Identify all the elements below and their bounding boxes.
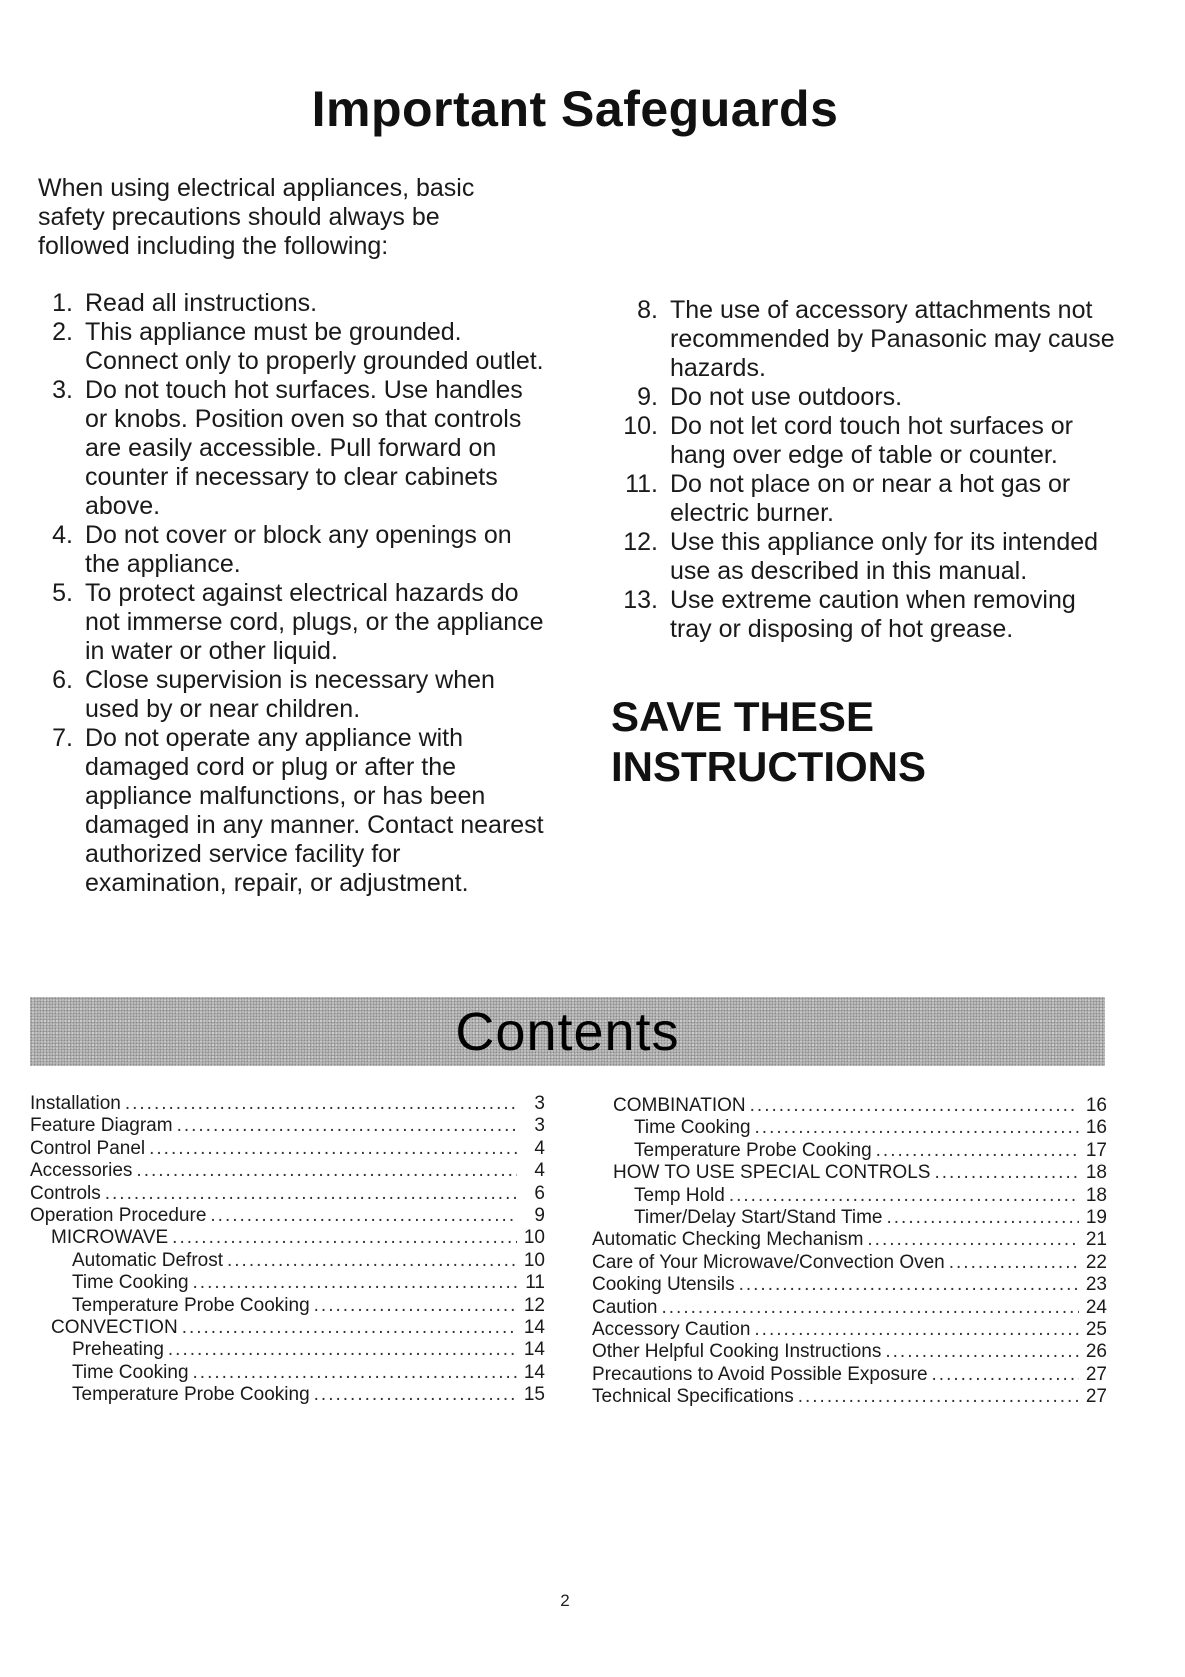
toc-entry-page: 18 [1085, 1162, 1107, 1184]
toc-entry-page: 15 [523, 1384, 545, 1406]
toc-leader-dots [876, 1140, 1079, 1162]
toc-entry-label: Operation Procedure [30, 1205, 207, 1227]
safeguard-text: Use extreme caution when removing tray or disposing of hot grease. [670, 586, 1076, 643]
toc-entry-page: 25 [1085, 1319, 1107, 1341]
safeguard-number: 8. [637, 296, 658, 324]
toc-leader-dots [136, 1160, 517, 1182]
safeguards-list-left [48, 289, 548, 898]
safeguard-text: Do not cover or block any openings on the appliance. [85, 521, 512, 578]
toc-entry-label: Precautions to Avoid Possible Exposure [592, 1363, 928, 1385]
toc-entry [30, 1138, 545, 1160]
toc-entry [592, 1162, 1107, 1184]
safeguard-item [48, 289, 548, 318]
toc-entry [592, 1341, 1107, 1363]
toc-entry-label: Technical Specifications [592, 1386, 794, 1408]
toc-entry-page: 10 [523, 1249, 545, 1271]
safeguard-item [618, 586, 1118, 644]
safeguard-number: 1. [52, 289, 73, 317]
save-instructions-heading [611, 692, 1111, 792]
toc-entry-page: 18 [1085, 1184, 1107, 1206]
toc-entry [592, 1386, 1107, 1408]
safeguard-item [618, 412, 1118, 470]
safeguard-number: 12. [623, 528, 658, 556]
toc-left-column [30, 1093, 545, 1407]
toc-entry-label: MICROWAVE [51, 1227, 169, 1249]
safeguard-number: 4. [52, 521, 73, 549]
toc-entry-label: Temperature Probe Cooking [72, 1384, 310, 1406]
toc-entry-page: 22 [1085, 1251, 1107, 1273]
toc-leader-dots [177, 1115, 517, 1137]
safeguard-item [618, 470, 1118, 528]
toc-entry-label: Cooking Utensils [592, 1274, 735, 1296]
toc-entry [592, 1185, 1107, 1207]
toc-entry [30, 1339, 545, 1361]
toc-leader-dots [739, 1274, 1079, 1296]
toc-entry-page: 14 [523, 1339, 545, 1361]
toc-entry-page: 12 [523, 1294, 545, 1316]
toc-entry-label: Timer/Delay Start/Stand Time [634, 1207, 883, 1229]
toc-entry-label: Automatic Defrost [72, 1249, 223, 1271]
toc-entry-label: Time Cooking [634, 1117, 751, 1139]
safeguard-text: Do not let cord touch hot surfaces or hang over edge of table or counter. [670, 412, 1073, 469]
toc-entry-page: 3 [534, 1093, 545, 1114]
toc-entry-label: Temperature Probe Cooking [634, 1139, 872, 1161]
toc-entry [30, 1115, 545, 1137]
toc-entry-page: 24 [1085, 1296, 1107, 1318]
safeguard-number: 6. [52, 666, 73, 694]
toc-leader-dots [662, 1297, 1080, 1319]
page-title: Important Safeguards [311, 81, 839, 137]
toc-entry-page: 4 [534, 1160, 545, 1182]
toc-leader-dots [314, 1384, 517, 1406]
toc-entry-label: Temperature Probe Cooking [72, 1294, 310, 1316]
toc-entry-page: 6 [534, 1182, 545, 1204]
safeguard-number: 10. [623, 412, 658, 440]
toc-entry [30, 1183, 545, 1205]
toc-entry [592, 1364, 1107, 1386]
safeguard-text: Read all instructions. [85, 289, 318, 317]
safeguard-item [48, 579, 548, 666]
toc-leader-dots [754, 1319, 1079, 1341]
toc-entry-page: 27 [1085, 1363, 1107, 1385]
toc-entry-page: 16 [1085, 1117, 1107, 1139]
toc-entry-page: 27 [1085, 1386, 1107, 1408]
toc-leader-dots [210, 1205, 517, 1227]
toc-entry-page: 16 [1085, 1095, 1107, 1116]
toc-leader-dots [867, 1229, 1079, 1251]
toc-leader-dots [168, 1339, 517, 1361]
toc-entry-label: Installation [30, 1093, 121, 1114]
safeguard-item [48, 521, 548, 579]
safeguard-number: 11. [625, 470, 658, 498]
toc-entry-label: Time Cooking [72, 1361, 189, 1383]
toc-entry-page: 10 [523, 1227, 545, 1249]
toc-entry-page: 17 [1085, 1139, 1107, 1161]
contents-title: Contents [455, 1002, 680, 1062]
toc-leader-dots [729, 1185, 1079, 1207]
toc-entry-label: Temp Hold [634, 1184, 725, 1206]
safeguard-text: To protect against electrical hazards do not immerse cord, plugs, or the appliance in water or other liquid. [85, 579, 544, 665]
toc-entry [30, 1317, 545, 1339]
toc-entry-label: Controls [30, 1182, 101, 1204]
safeguard-number: 3. [52, 376, 73, 404]
toc-entry [30, 1227, 545, 1249]
toc-entry-label: Care of Your Microwave/Convection Oven [592, 1251, 945, 1273]
toc-entry-page: 14 [523, 1317, 545, 1339]
toc-entry [30, 1093, 545, 1115]
toc-entry [30, 1205, 545, 1227]
toc-leader-dots [105, 1183, 517, 1205]
toc-entry-page: 19 [1085, 1207, 1107, 1229]
toc-leader-dots [182, 1317, 517, 1339]
safeguard-number: 7. [52, 724, 73, 752]
toc-entry [30, 1160, 545, 1182]
toc-leader-dots [949, 1252, 1079, 1274]
toc-leader-dots [750, 1095, 1079, 1117]
toc-entry-page: 3 [534, 1115, 545, 1137]
toc-entry [592, 1140, 1107, 1162]
toc-entry [592, 1274, 1107, 1296]
safeguard-text: Do not operate any appliance with damaged cord or plug or after the appliance malfunctions, or has been damaged in any manner. Contact nearest authorized service facility for examination, repair, or adjustment. [85, 724, 544, 897]
toc-entry [592, 1319, 1107, 1341]
toc-leader-dots [798, 1386, 1079, 1408]
safeguard-item [48, 318, 548, 376]
safeguard-number: 2. [52, 318, 73, 346]
toc-entry-label: Control Panel [30, 1137, 146, 1159]
toc-leader-dots [149, 1138, 517, 1160]
toc-entry [30, 1272, 545, 1294]
safeguard-item [618, 296, 1118, 383]
toc-entry-label: Other Helpful Cooking Instructions [592, 1341, 882, 1363]
toc-entry-page: 4 [534, 1137, 545, 1159]
toc-leader-dots [125, 1093, 517, 1115]
toc-leader-dots [314, 1295, 517, 1317]
toc-leader-dots [886, 1207, 1079, 1229]
safeguard-text: This appliance must be grounded. Connect only to properly grounded outlet. [85, 318, 544, 375]
toc-entry-page: 21 [1085, 1229, 1107, 1251]
toc-entry-label: Caution [592, 1296, 658, 1318]
toc-entry [592, 1229, 1107, 1251]
toc-entry [592, 1252, 1107, 1274]
toc-entry-page: 14 [523, 1361, 545, 1383]
toc-leader-dots [885, 1341, 1079, 1363]
toc-entry [592, 1095, 1107, 1117]
toc-entry [30, 1362, 545, 1384]
toc-entry-page: 26 [1085, 1341, 1107, 1363]
toc-entry-label: COMBINATION [613, 1095, 746, 1116]
safeguard-text: Do not place on or near a hot gas or electric burner. [670, 470, 1071, 527]
toc-entry [592, 1297, 1107, 1319]
toc-entry-label: CONVECTION [51, 1317, 178, 1339]
save-line-2: INSTRUCTIONS [611, 743, 926, 790]
toc-entry-page: 11 [525, 1272, 545, 1294]
toc-leader-dots [172, 1227, 517, 1249]
safeguard-number: 9. [637, 383, 658, 411]
safeguard-number: 5. [52, 579, 73, 607]
intro-text: When using electrical appliances, basic safety precautions should always be followed including the following: [38, 174, 475, 260]
safeguard-text: Use this appliance only for its intended use as described in this manual. [670, 528, 1099, 585]
toc-entry-label: Automatic Checking Mechanism [592, 1229, 864, 1251]
toc-entry-page: 23 [1085, 1274, 1107, 1296]
toc-entry-label: Accessories [30, 1160, 133, 1182]
toc-leader-dots [193, 1362, 517, 1384]
toc-entry [30, 1384, 545, 1406]
page-number: 2 [560, 1591, 570, 1610]
safeguard-item [48, 724, 548, 898]
toc-entry [30, 1295, 545, 1317]
safeguard-item [618, 383, 1118, 412]
safeguard-item [48, 666, 548, 724]
safeguard-text: Do not touch hot surfaces. Use handles or knobs. Position oven so that controls are easily accessible. Pull forward on counter if necessary to clear cabinets above. [85, 376, 523, 520]
toc-entry-label: HOW TO USE SPECIAL CONTROLS [613, 1162, 931, 1184]
safeguard-text: Do not use outdoors. [670, 383, 903, 411]
safeguard-text: The use of accessory attachments not recommended by Panasonic may cause hazards. [670, 296, 1115, 382]
safeguard-number: 13. [623, 586, 658, 614]
toc-entry [30, 1250, 545, 1272]
save-line-1: SAVE THESE [611, 693, 874, 740]
toc-entry-page: 9 [534, 1205, 545, 1227]
safeguard-text: Close supervision is necessary when used by or near children. [85, 666, 495, 723]
toc-entry [592, 1207, 1107, 1229]
toc-leader-dots [227, 1250, 517, 1272]
toc-leader-dots [932, 1364, 1079, 1386]
safeguards-list-right [618, 296, 1118, 644]
safeguard-item [618, 528, 1118, 586]
toc-leader-dots [193, 1272, 517, 1294]
toc-entry [592, 1117, 1107, 1139]
safeguard-item [48, 376, 548, 521]
toc-leader-dots [755, 1117, 1079, 1139]
contents-banner [30, 997, 1105, 1066]
toc-leader-dots [934, 1162, 1079, 1184]
toc-entry-label: Accessory Caution [592, 1319, 751, 1341]
toc-entry-label: Feature Diagram [30, 1115, 173, 1137]
toc-right-column [592, 1095, 1107, 1409]
toc-entry-label: Preheating [72, 1339, 164, 1361]
toc-entry-label: Time Cooking [72, 1272, 189, 1294]
